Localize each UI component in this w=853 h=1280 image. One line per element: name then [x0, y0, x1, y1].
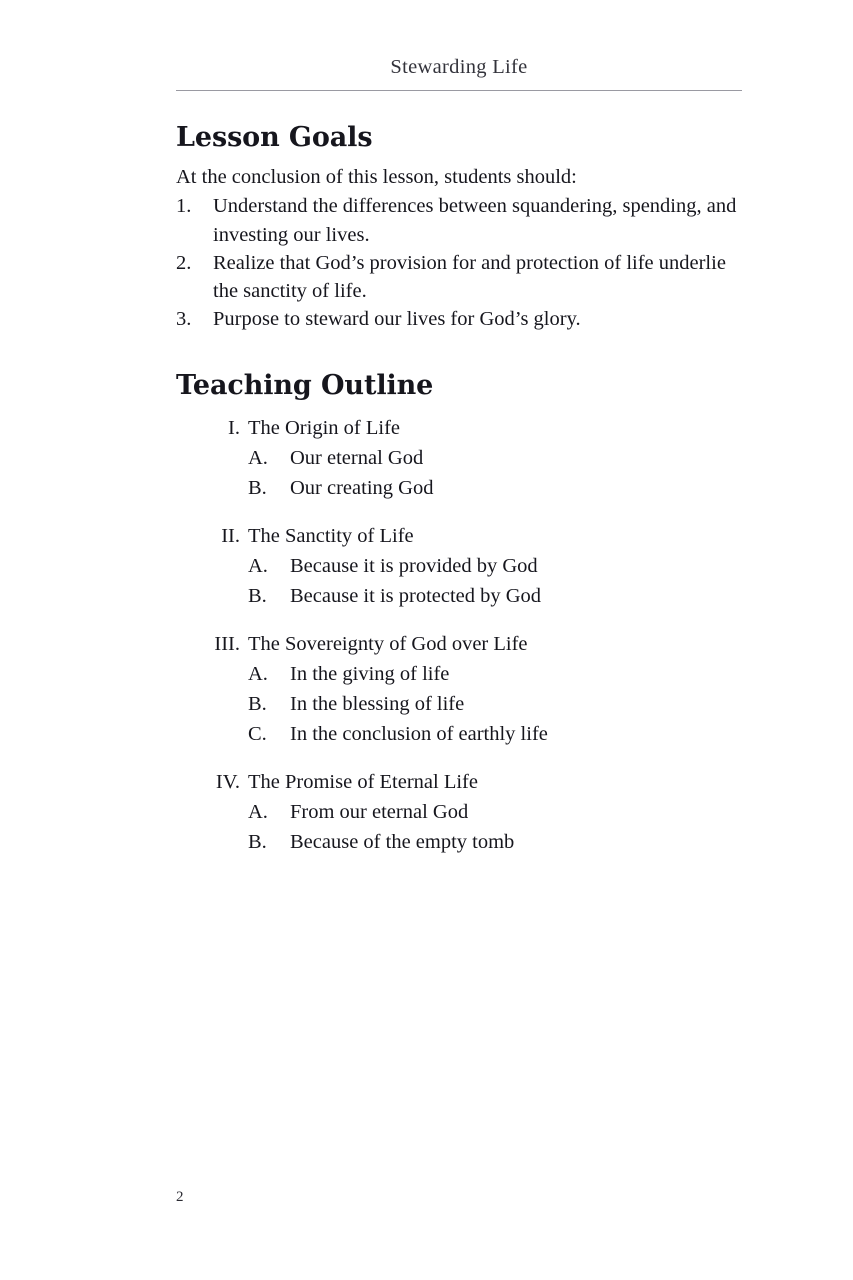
- outline-main-text: The Sovereignty of God over Life: [248, 632, 528, 655]
- list-item: [176, 305, 756, 333]
- outline-main-item: [176, 629, 756, 659]
- outline-main-item: [176, 521, 756, 551]
- outline-sub-text: Because it is provided by God: [290, 554, 538, 577]
- outline-main-item: [176, 413, 756, 443]
- outline-sub-item: [176, 443, 756, 473]
- outline-sub-letter: A.: [248, 446, 268, 469]
- outline-sub-letter: B.: [248, 584, 267, 607]
- outline-sub-item: [176, 659, 756, 689]
- outline-sublist: [176, 797, 756, 857]
- outline-sub-item: [176, 827, 756, 857]
- list-item-text: Purpose to steward our lives for God’s glory.: [213, 308, 581, 331]
- outline-sub-text: Our eternal God: [290, 446, 424, 469]
- outline-sub-text: In the blessing of life: [290, 692, 465, 715]
- lesson-goals-list: [176, 192, 756, 333]
- outline-group: [176, 629, 756, 749]
- outline-sublist: [176, 659, 756, 749]
- outline-group: [176, 413, 756, 503]
- list-item-marker: 1.: [176, 195, 192, 218]
- page-content: [176, 122, 756, 857]
- outline-sub-text: In the giving of life: [290, 662, 450, 685]
- outline-numeral: I.: [228, 416, 240, 439]
- outline-sub-letter: C.: [248, 722, 267, 745]
- outline-numeral: III.: [214, 632, 240, 655]
- outline-sub-item: [176, 473, 756, 503]
- list-item: [176, 249, 756, 306]
- list-item-text: Realize that God’s provision for and protection of life underlie the sanctity of life.: [213, 251, 726, 303]
- outline-sublist: [176, 551, 756, 611]
- outline-sub-letter: B.: [248, 476, 267, 499]
- outline-sub-item: [176, 797, 756, 827]
- outline-sub-item: [176, 719, 756, 749]
- outline-group: [176, 767, 756, 857]
- outline-main-text: The Promise of Eternal Life: [248, 770, 478, 793]
- outline-main-text: The Origin of Life: [248, 416, 400, 439]
- outline-sub-item: [176, 551, 756, 581]
- list-item-marker: 2.: [176, 251, 192, 274]
- outline-sub-item: [176, 689, 756, 719]
- outline-sub-text: Because of the empty tomb: [290, 830, 515, 853]
- outline-main-item: [176, 767, 756, 797]
- outline-sub-letter: A.: [248, 662, 268, 685]
- lesson-goals-lead: At the conclusion of this lesson, students should:: [176, 166, 577, 189]
- lesson-goals-heading: Lesson Goals: [176, 122, 373, 153]
- outline-main-text: The Sanctity of Life: [248, 524, 414, 547]
- outline-sub-letter: A.: [248, 800, 268, 823]
- outline-sub-item: [176, 581, 756, 611]
- outline-group: [176, 521, 756, 611]
- outline-sub-text: In the conclusion of earthly life: [290, 722, 548, 745]
- list-item: [176, 192, 756, 249]
- outline-sub-text: From our eternal God: [290, 800, 469, 823]
- outline-sub-letter: A.: [248, 554, 268, 577]
- outline-sub-text: Because it is protected by God: [290, 584, 542, 607]
- list-item-text: Understand the differences between squandering, spending, and investing our lives.: [213, 195, 737, 246]
- list-item-marker: 3.: [176, 308, 192, 331]
- outline-sublist: [176, 443, 756, 503]
- outline-sub-letter: B.: [248, 830, 267, 853]
- running-head: Stewarding Life: [390, 56, 528, 78]
- teaching-outline-section: [176, 370, 756, 857]
- teaching-outline-heading: Teaching Outline: [176, 369, 434, 401]
- outline-sub-text: Our creating God: [290, 476, 434, 499]
- outline-sub-letter: B.: [248, 692, 267, 715]
- teaching-outline-list: [176, 413, 756, 857]
- header-rule: [176, 90, 742, 91]
- outline-numeral: II.: [221, 524, 240, 547]
- page-number: 2: [176, 1189, 184, 1205]
- outline-numeral: IV.: [215, 770, 240, 793]
